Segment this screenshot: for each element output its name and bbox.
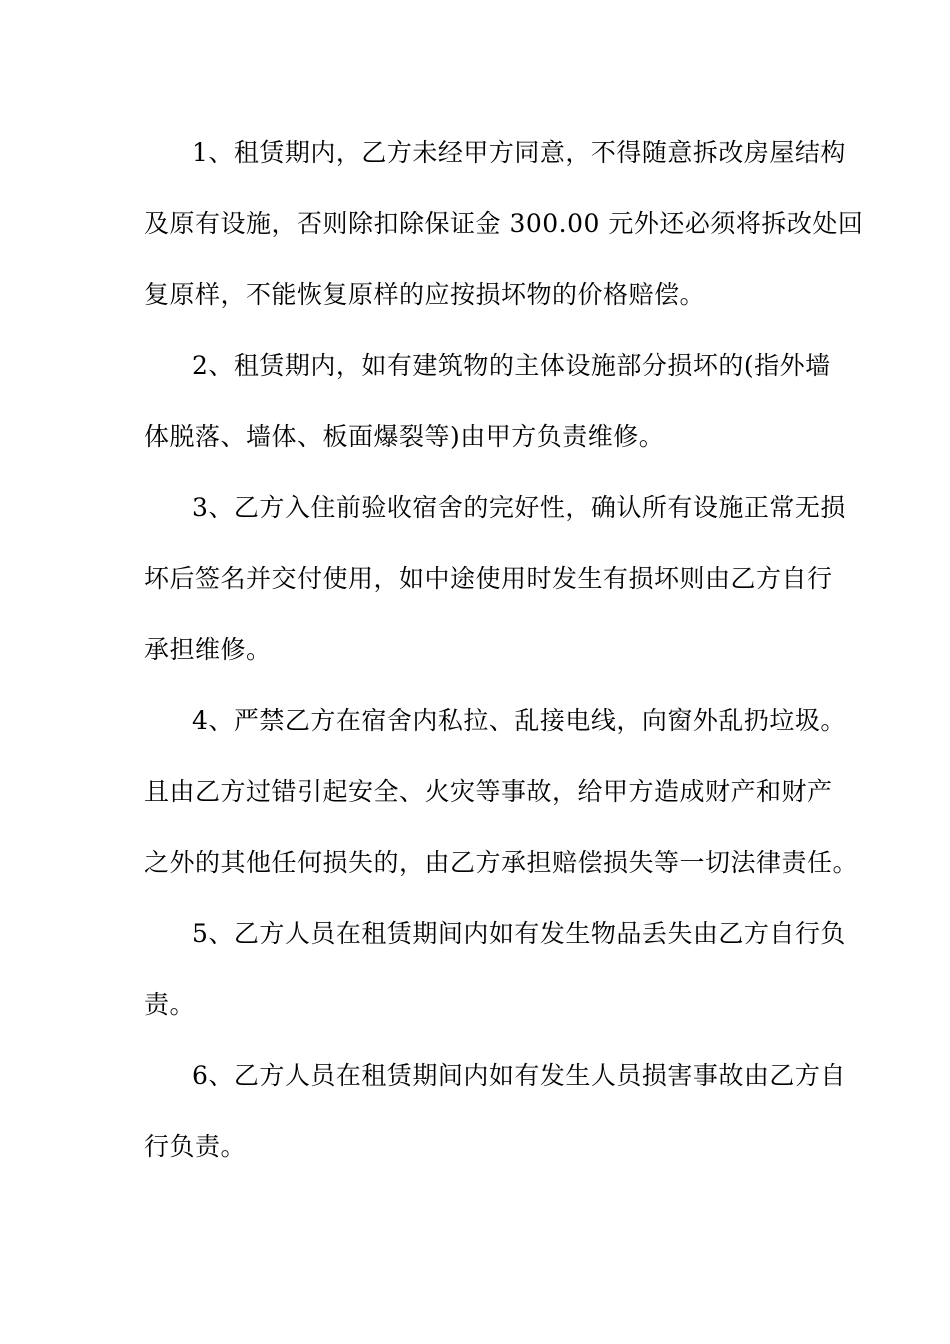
clause-2 — [144, 338, 831, 480]
clause-4-line-2: 且由乙方过错引起安全、火灾等事故，给甲方造成财产和财产 — [144, 777, 833, 806]
clause-1 — [144, 125, 864, 338]
clause-1-line-2: 及原有设施，否则除扣除保证金 300.00 元外还必须将拆改处回 — [144, 209, 864, 238]
clause-4-line-3: 之外的其他任何损失的，由乙方承担赔偿损失等一切法律责任。 — [144, 848, 859, 877]
clause-1-line-3: 复原样，不能恢复原样的应按损坏物的价格赔偿。 — [144, 280, 706, 309]
clause-1-line-1: 1、租赁期内，乙方未经甲方同意，不得随意拆改房屋结构 — [192, 138, 846, 167]
clause-6 — [144, 1048, 846, 1190]
clause-6-line-2: 行负责。 — [144, 1132, 247, 1161]
clause-2-line-2: 体脱落、墙体、板面爆裂等)由甲方负责维修。 — [144, 422, 665, 451]
clause-5-line-1: 5、乙方人员在租赁期间内如有发生物品丢失由乙方自行负 — [192, 919, 846, 948]
clause-5 — [144, 906, 846, 1048]
clause-3-line-2: 坏后签名并交付使用，如中途使用时发生有损坏则由乙方自行 — [144, 564, 833, 593]
clause-3-line-1: 3、乙方入住前验收宿舍的完好性，确认所有设施正常无损 — [192, 493, 846, 522]
clause-3 — [144, 480, 846, 693]
clause-2-line-1: 2、租赁期内，如有建筑物的主体设施部分损坏的(指外墙 — [192, 351, 831, 380]
clause-6-line-1: 6、乙方人员在租赁期间内如有发生人员损害事故由乙方自 — [192, 1061, 846, 1090]
clause-3-line-3: 承担维修。 — [144, 635, 272, 664]
document-body — [144, 125, 864, 1190]
clause-4-line-1: 4、严禁乙方在宿舍内私拉、乱接电线，向窗外乱扔垃圾。 — [192, 706, 846, 735]
clause-4 — [144, 693, 859, 906]
clause-5-line-2: 责。 — [144, 990, 196, 1019]
